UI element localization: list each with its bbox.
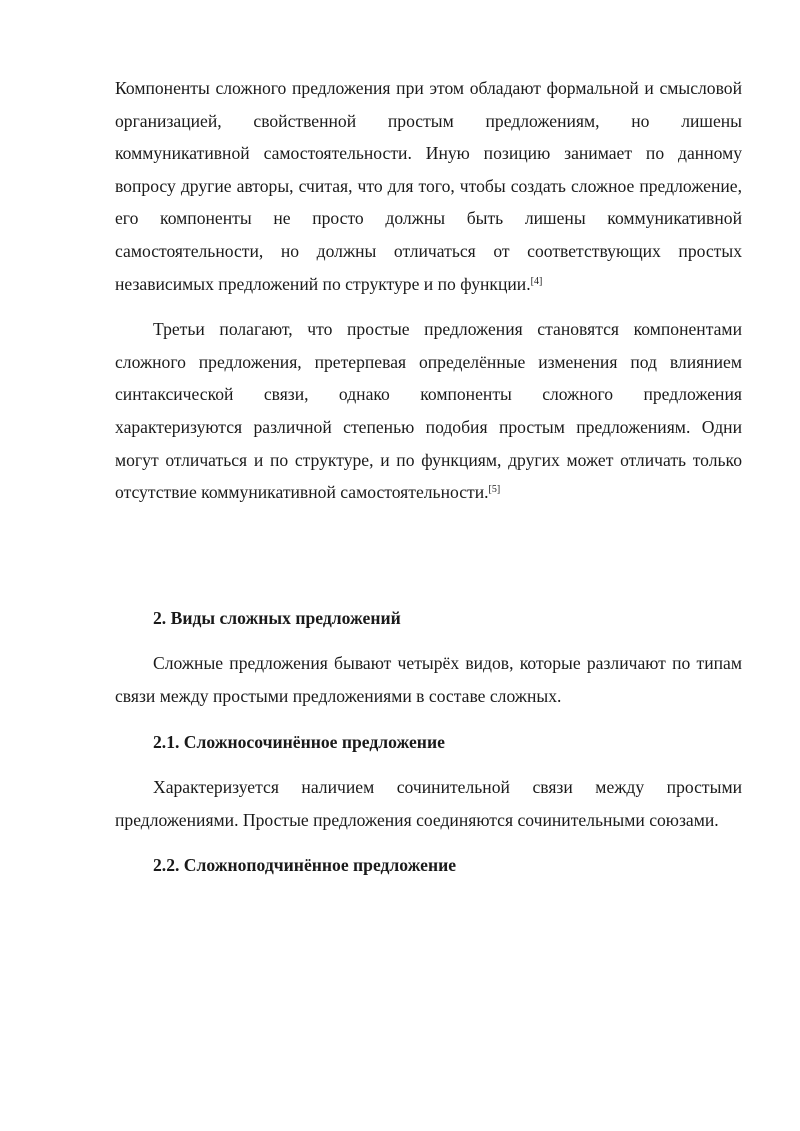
paragraph-third-opinion (115, 313, 742, 509)
section-heading-types: 2. Виды сложных предложений (153, 607, 401, 628)
paragraph-text: Третьи полагают, что простые предложения становятся компонентами сложного предложения, претерпевая определённые изменения под влиянием синтаксической связи, однако компоненты сложного предложения характеризуются различной степенью подобия простым предложениям. Одни могут отличаться и по структуре, и по функциям, других может отличать только отсутствие коммуникативной самостоятельности. (115, 319, 742, 503)
paragraph-compound: Характеризуется наличием сочинительной связи между простыми предложениями. Простые предложения соединяются сочинительными союзами. (115, 777, 742, 830)
paragraph-components (115, 72, 742, 300)
paragraph-types-intro: Сложные предложения бывают четырёх видов, которые различают по типам связи между простыми предложениями в составе сложных. (115, 653, 742, 706)
paragraph-text: Компоненты сложного предложения при этом обладают формальной и смысловой организацией, свойственной простым предложениям, но лишены коммуникативной самостоятельности. Иную позицию занимает по данному вопросу другие авторы, считая, что для того, чтобы создать сложное предложение, его компоненты не просто должны быть лишены коммуникативной самостоятельности, но должны отличаться от соответствующих простых независимых предложений по структуре и по функции. (115, 78, 742, 294)
footnote-reference[interactable]: [4] (530, 275, 543, 287)
document-page (115, 72, 742, 882)
subsection-heading-compound: 2.1. Сложносочинённое предложение (153, 731, 445, 752)
footnote-reference[interactable]: [5] (488, 484, 501, 496)
subsection-heading-complex: 2.2. Сложноподчинённое предложение (153, 855, 457, 876)
